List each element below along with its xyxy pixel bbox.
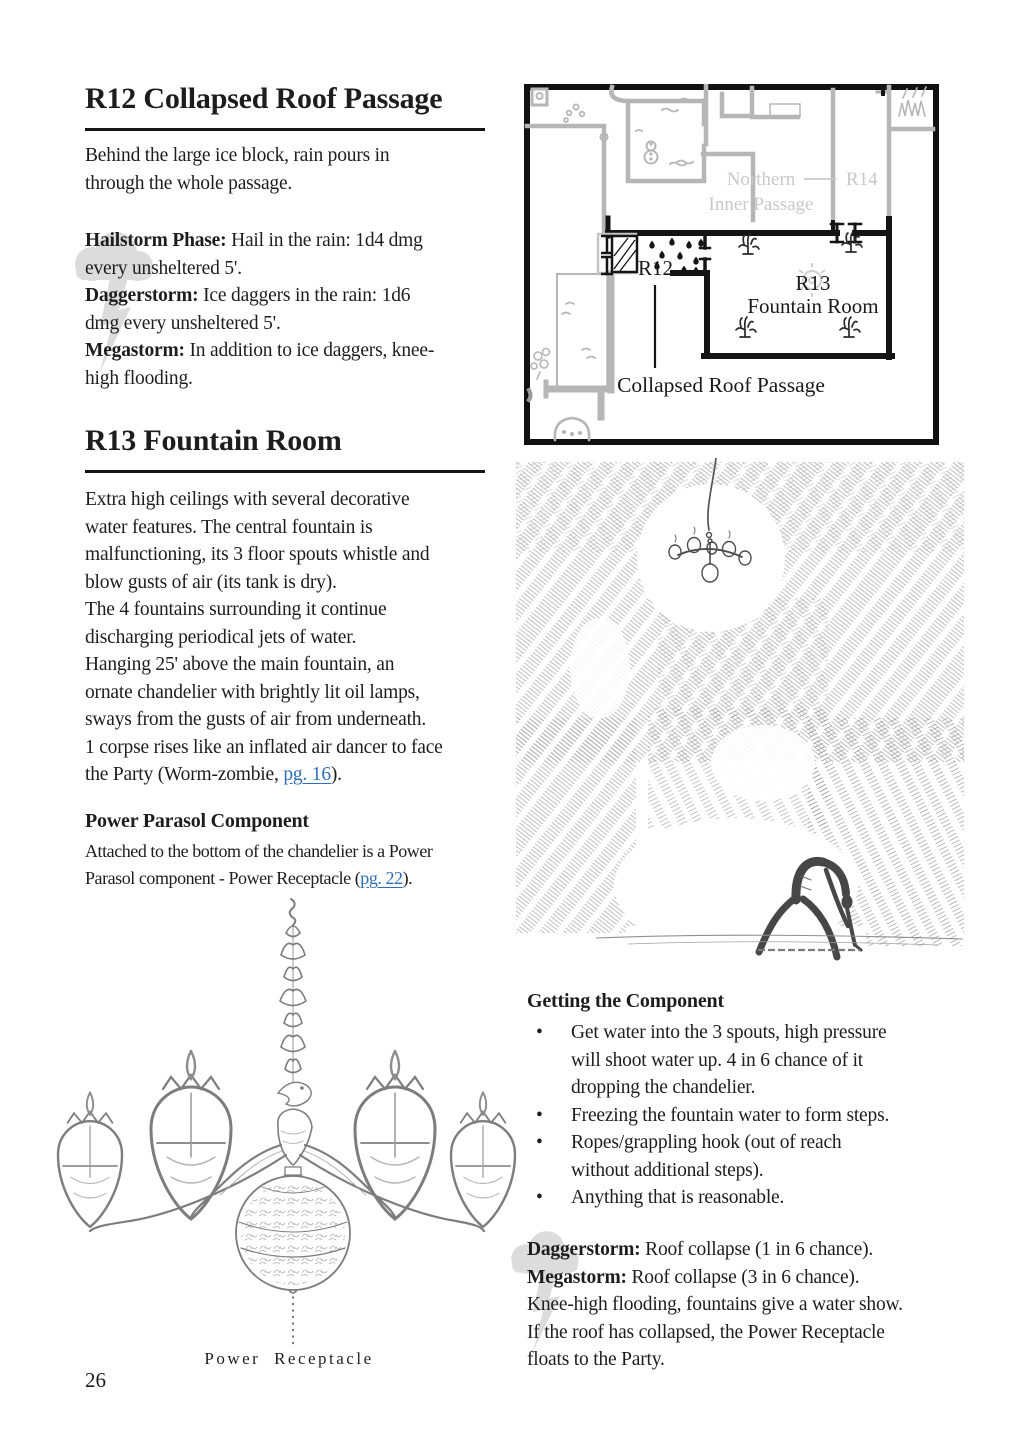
central-urn [278, 1109, 312, 1175]
r13-storm-rules [527, 1236, 903, 1374]
bullet-text: Get water into the 3 spouts, high pressure will shoot water up. 4 in 6 chance of it dropping the chandelier. [571, 1022, 887, 1098]
map-caption-collapsed-roof: Collapsed Roof Passage [617, 373, 825, 397]
page-number: 26 [85, 1368, 106, 1392]
storm-rule-line [527, 1264, 903, 1292]
bullet-icon: • [536, 1104, 543, 1126]
link-pg-16[interactable]: pg. 16 [283, 764, 331, 785]
chandelier-chain-knot [290, 899, 296, 925]
bullet-text: Freezing the fountain water to form steps. [571, 1104, 890, 1126]
daggerstorm-label: Daggerstorm: [527, 1239, 641, 1260]
hatched-cave-texture [508, 462, 964, 966]
megastorm-label: Megastorm: [527, 1266, 627, 1288]
r13-heading-rule [85, 470, 485, 473]
getting-component-list [527, 1019, 889, 1212]
r12-intro-paragraph [85, 142, 389, 197]
text-line: ornate chandelier with brightly lit oil lamps, [85, 681, 420, 703]
megastorm-label: Megastorm: [85, 340, 185, 361]
storm-rule-line [527, 1236, 903, 1264]
text-segment: ). [330, 764, 342, 785]
map-label-northern: Northern [726, 169, 796, 190]
r13-description-paragraph [85, 486, 443, 789]
text-segment: the Party (Worm-zombie, [85, 764, 284, 785]
text-line [85, 761, 443, 789]
list-item [527, 1102, 889, 1130]
getting-component-title: Getting the Component [527, 990, 724, 1012]
map-label-r14: R14 [846, 169, 878, 190]
hailstorm-label: Hailstorm Phase: [85, 230, 227, 251]
lizard-figurine [278, 1082, 311, 1106]
daggerstorm-text: Ice daggers in the rain: 1d6 [198, 285, 411, 306]
text-line: Knee-high flooding, fountains give a water show. [527, 1294, 903, 1315]
bullet-icon: • [536, 1132, 543, 1153]
hailstorm-text: Hail in the rain: 1d4 dmg [226, 230, 423, 251]
megastorm-text: In addition to ice daggers, knee- [184, 340, 435, 361]
text-line: Extra high ceilings with several decorative [85, 489, 410, 510]
power-receptacle-sphere [236, 1176, 350, 1293]
storm-rule-line [85, 282, 434, 310]
chandelier-illustration [48, 893, 518, 1353]
r12-heading-rule [85, 128, 485, 131]
text-line [85, 865, 432, 892]
daggerstorm-text: Roof collapse (1 in 6 chance). [640, 1239, 874, 1260]
map-label-r13: R13 [795, 271, 831, 295]
text-line: through the whole passage. [85, 172, 293, 194]
list-item [527, 1184, 889, 1212]
text-line: blow gusts of air (its tank is dry). [85, 571, 337, 593]
map-label-r12: R12 [638, 256, 674, 280]
bullet-icon: • [536, 1022, 543, 1043]
text-segment: Parasol component - Power Receptacle ( [85, 868, 361, 888]
text-line: Attached to the bottom of the chandelier is a Power [85, 841, 433, 861]
text-line: Hanging 25' above the main fountain, an [85, 654, 395, 675]
r12-storm-rules [85, 227, 434, 392]
r13-section-title: R13 Fountain Room [85, 424, 342, 457]
storm-rule-line [85, 337, 434, 365]
text-segment: ). [402, 868, 413, 888]
text-line: malfunctioning, its 3 floor spouts whistle and [85, 544, 430, 565]
text-line: sways from the gusts of air from underneath. [85, 709, 427, 730]
map-label-inner-passage: Inner Passage [708, 194, 814, 215]
list-item [527, 1129, 889, 1184]
parasol-subsection-title: Power Parasol Component [85, 810, 309, 832]
text-line: 1 corpse rises like an inflated air dancer to face [85, 736, 443, 758]
text-line: If the roof has collapsed, the Power Receptacle [527, 1321, 885, 1343]
bullet-text: Ropes/grappling hook (out of reach without additional steps). [571, 1132, 842, 1181]
fountain-room-illustration [508, 458, 970, 966]
r12-section-title: R12 Collapsed Roof Passage [85, 82, 443, 115]
link-pg-22[interactable]: pg. 22 [360, 868, 403, 888]
daggerstorm-label: Daggerstorm: [85, 285, 199, 306]
text-line: high flooding. [85, 367, 193, 389]
text-line: Behind the large ice block, rain pours in [85, 145, 390, 166]
text-line: dmg every unsheltered 5'. [85, 312, 281, 334]
text-line: The 4 fountains surrounding it continue [85, 599, 387, 620]
map-label-fountain-room: Fountain Room [747, 294, 879, 318]
map-snowman-icon [645, 142, 658, 164]
text-line: discharging periodical jets of water. [85, 626, 357, 648]
storm-rule-line [85, 227, 434, 255]
text-line: water features. The central fountain is [85, 516, 373, 538]
bullet-text: Anything that is reasonable. [571, 1187, 785, 1208]
power-receptacle-caption: Power Receptacle [204, 1349, 374, 1368]
text-line: floats to the Party. [527, 1349, 665, 1370]
bullet-icon: • [536, 1187, 543, 1208]
dungeon-map [524, 84, 939, 445]
list-item [527, 1019, 889, 1102]
parasol-paragraph [85, 838, 432, 892]
megastorm-text: Roof collapse (3 in 6 chance). [626, 1266, 860, 1288]
text-line: every unsheltered 5'. [85, 257, 242, 279]
